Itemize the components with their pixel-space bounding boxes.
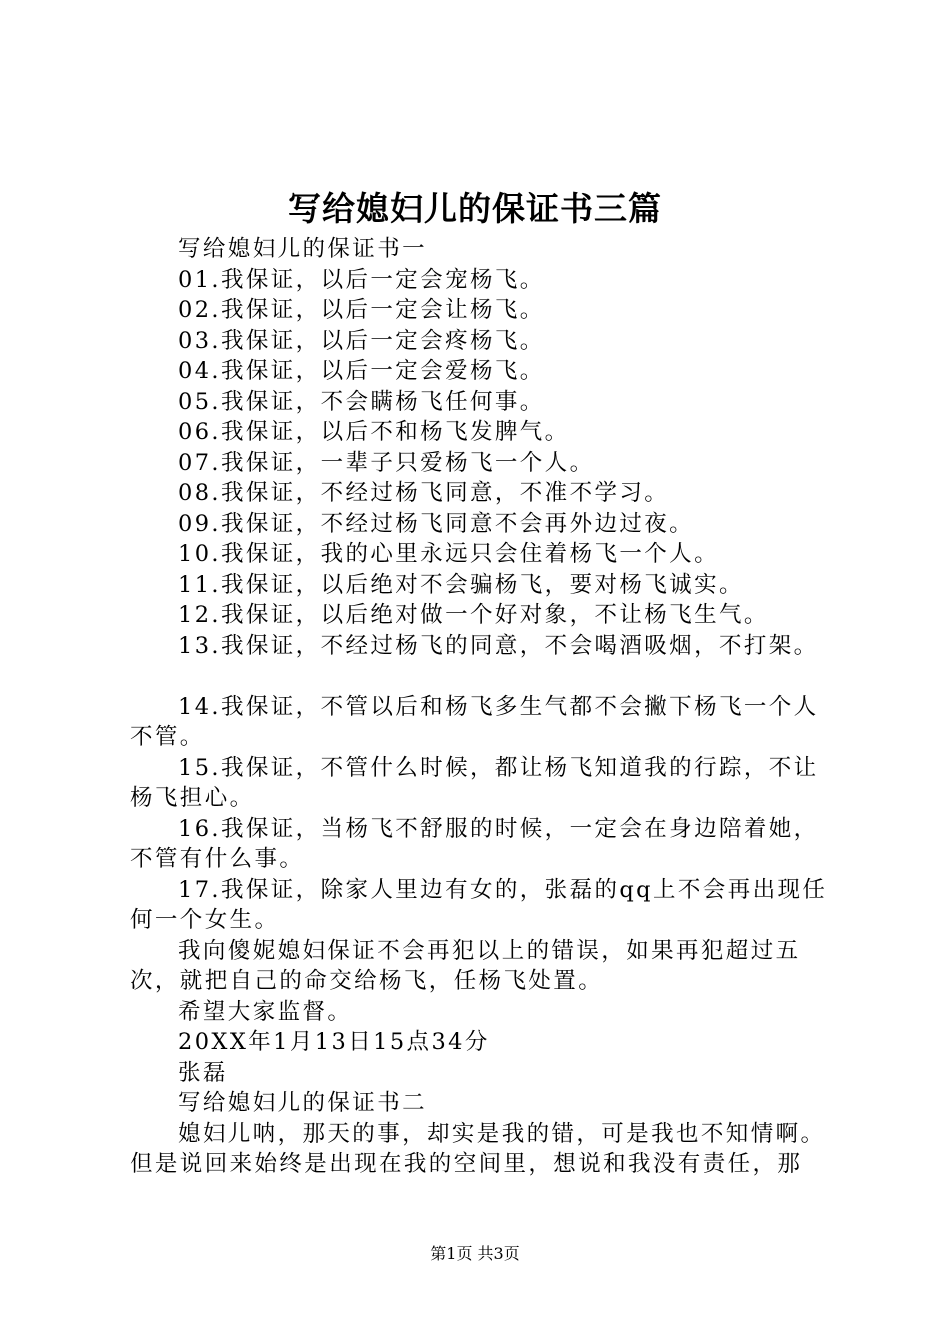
paragraph: 14.我保证，不管以后和杨飞多生气都不会撇下杨飞一个人不管。 (130, 693, 819, 750)
document-title: 写给媳妇儿的保证书三篇 (288, 189, 662, 228)
paragraph: 09.我保证，不经过杨飞同意不会再外边过夜。 (178, 510, 695, 537)
paragraph: 写给媳妇儿的保证书一 (178, 236, 428, 262)
paragraph: 05.我保证，不会瞒杨飞任何事。 (178, 388, 545, 415)
paragraph: 我向傻妮媳妇保证不会再犯以上的错误，如果再犯超过五次，就把自己的命交给杨飞，任杨飞处置。 (130, 937, 801, 994)
paragraph: 15.我保证，不管什么时候，都让杨飞知道我的行踪，不让杨飞担心。 (130, 754, 819, 811)
paragraph: 08.我保证，不经过杨飞同意，不准不学习。 (178, 480, 670, 506)
paragraph: 04.我保证，以后一定会爱杨飞。 (178, 358, 545, 384)
document-body (130, 234, 840, 1180)
paragraph: 希望大家监督。 (178, 998, 353, 1025)
paragraph: 17.我保证，除家人里边有女的，张磊的qq上不会再出现任何一个女生。 (130, 876, 828, 933)
paragraph: 12.我保证，以后绝对做一个好对象，不让杨飞生气。 (178, 602, 769, 628)
paragraph: 06.我保证，以后不和杨飞发脾气。 (178, 419, 570, 445)
paragraph: 写给媳妇儿的保证书二 (178, 1090, 428, 1116)
paragraph: 媳妇儿呐，那天的事，却实是我的错，可是我也不知情啊。但是说回来始终是出现在我的空间里，想说和我没有责任，那 (130, 1120, 826, 1177)
paragraph (130, 661, 840, 692)
paragraph: 张磊 (178, 1059, 228, 1086)
paragraph: 20XX年1月13日15点34分 (178, 1029, 490, 1055)
paragraph: 03.我保证，以后一定会疼杨飞。 (178, 327, 545, 354)
paragraph: 10.我保证，我的心里永远只会住着杨飞一个人。 (178, 541, 719, 567)
paragraph: 02.我保证，以后一定会让杨飞。 (178, 297, 545, 323)
paragraph: 07.我保证，一辈子只爱杨飞一个人。 (178, 449, 595, 476)
paragraph: 11.我保证，以后绝对不会骗杨飞，要对杨飞诚实。 (178, 571, 744, 598)
paragraph: 13.我保证，不经过杨飞的同意，不会喝酒吸烟，不打架。 (178, 632, 819, 659)
page-footer: 第1页 共3页 (430, 1244, 520, 1263)
paragraph: 16.我保证，当杨飞不舒服的时候，一定会在身边陪着她，不管有什么事。 (130, 815, 819, 872)
paragraph: 01.我保证，以后一定会宠杨飞。 (178, 266, 545, 293)
